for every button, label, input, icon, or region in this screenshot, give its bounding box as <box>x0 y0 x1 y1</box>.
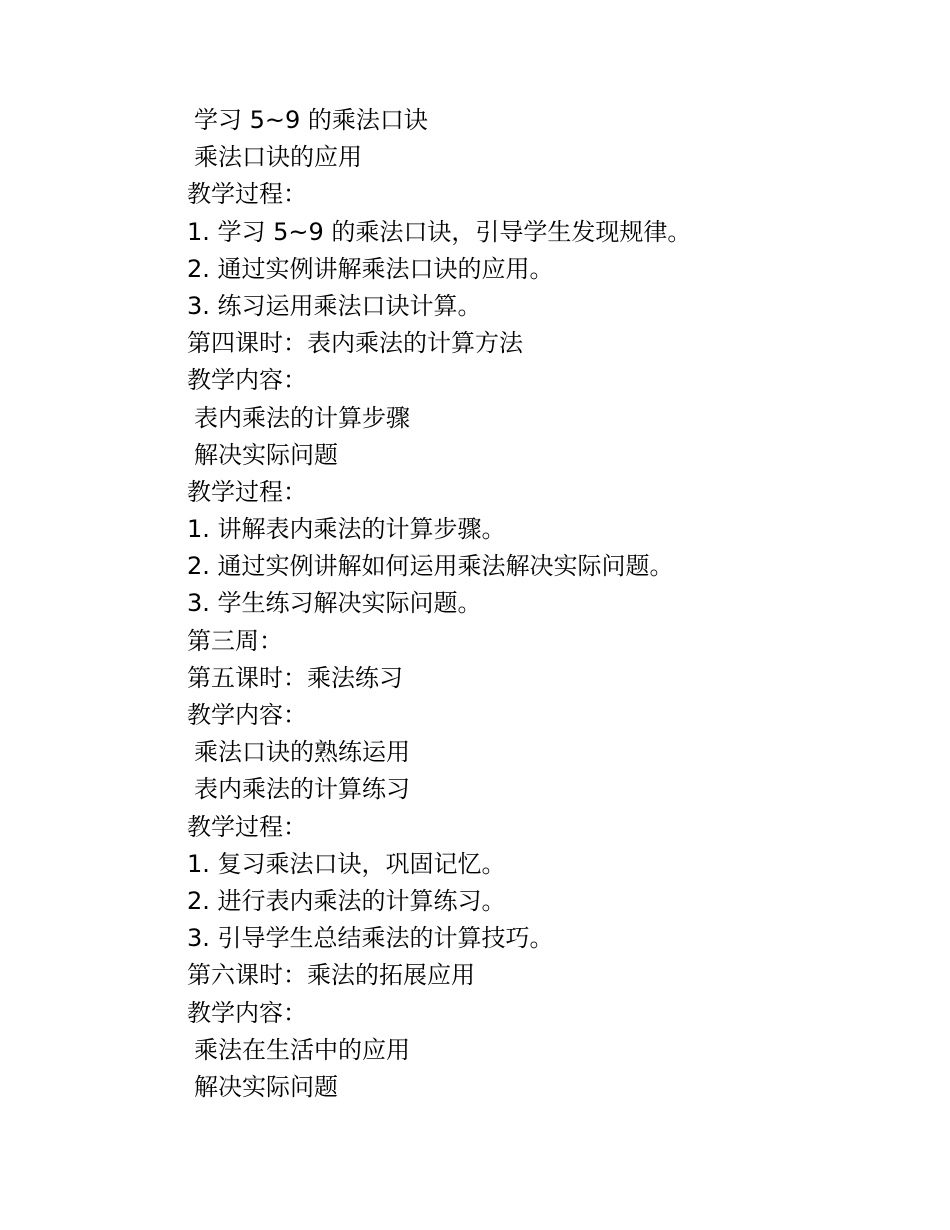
text-line: 乘法在生活中的应用 <box>194 1035 410 1064</box>
lesson-heading: 第四课时：表内乘法的计算方法 <box>187 329 523 358</box>
list-item: 3. 学生练习解决实际问题。 <box>187 589 482 618</box>
list-item: 3. 练习运用乘法口诀计算。 <box>187 291 482 320</box>
text-line: 学习 5~9 的乘法口诀 <box>194 106 428 134</box>
section-heading: 教学内容： <box>187 701 307 729</box>
list-item: 1. 学习 5~9 的乘法口诀，引导学生发现规律。 <box>187 217 692 246</box>
text-line: 乘法口诀的熟练运用 <box>194 738 410 767</box>
text-line: 解决实际问题 <box>194 1072 338 1101</box>
section-heading: 教学内容： <box>187 998 307 1027</box>
text-line: 表内乘法的计算步骤 <box>194 403 410 432</box>
week-heading: 第三周： <box>187 626 283 655</box>
section-heading: 教学内容： <box>187 366 307 395</box>
section-heading: 教学过程： <box>187 180 307 209</box>
list-item: 2. 通过实例讲解如何运用乘法解决实际问题。 <box>187 552 674 581</box>
list-item: 3. 引导学生总结乘法的计算技巧。 <box>187 924 554 953</box>
section-heading: 教学过程： <box>187 477 307 506</box>
section-heading: 教学过程： <box>187 812 307 841</box>
list-item: 1. 讲解表内乘法的计算步骤。 <box>187 515 506 544</box>
list-item: 2. 通过实例讲解乘法口诀的应用。 <box>187 254 554 283</box>
list-item: 2. 进行表内乘法的计算练习。 <box>187 886 506 915</box>
lesson-heading: 第五课时：乘法练习 <box>187 663 403 692</box>
text-line: 解决实际问题 <box>194 440 338 469</box>
list-item: 1. 复习乘法口诀，巩固记忆。 <box>187 849 506 878</box>
lesson-heading: 第六课时：乘法的拓展应用 <box>187 961 475 990</box>
text-line: 表内乘法的计算练习 <box>194 775 410 804</box>
text-line: 乘法口诀的应用 <box>194 143 362 172</box>
document-body <box>187 102 907 1106</box>
